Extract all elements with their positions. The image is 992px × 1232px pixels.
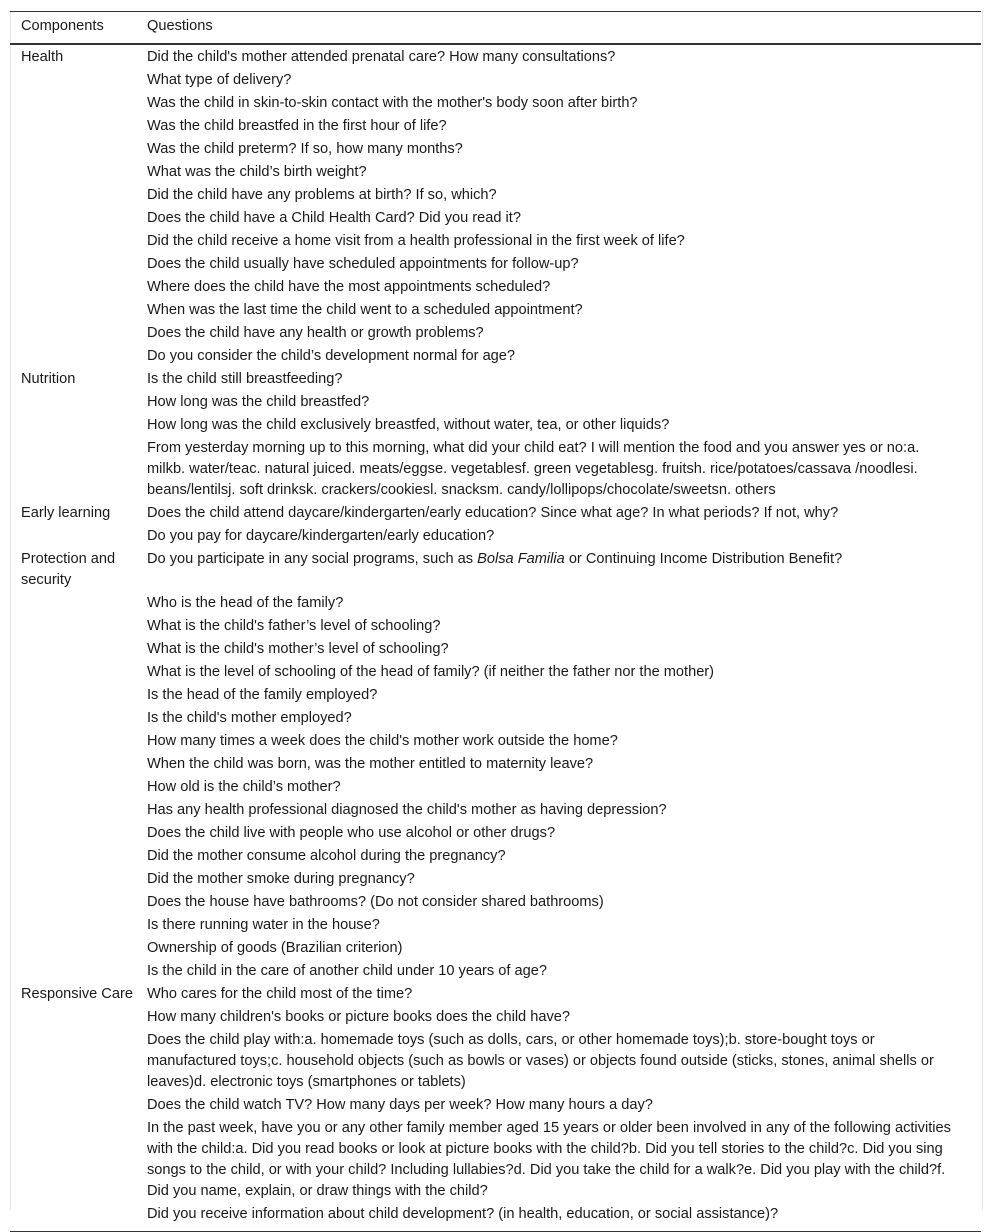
- component-cell: [10, 115, 147, 138]
- question-cell: Was the child breastfed in the first hour of life?: [147, 118, 447, 134]
- question-cell: Did the child's mother attended prenatal care? How many consultations?: [147, 49, 616, 65]
- table-row: [10, 437, 981, 502]
- component-cell: [10, 1029, 147, 1094]
- table-row: [10, 44, 981, 69]
- table-row: [10, 322, 981, 345]
- question-cell: When was the last time the child went to a scheduled appointment?: [147, 302, 583, 318]
- component-cell: [10, 138, 147, 161]
- component-cell: [10, 322, 147, 345]
- component-cell: [10, 707, 147, 730]
- question-text-tail: or Continuing Income Distribution Benefit?: [568, 551, 843, 567]
- component-cell: [10, 525, 147, 548]
- question-cell: Do you pay for daycare/kindergarten/early education?: [147, 528, 495, 544]
- table-row: [10, 707, 981, 730]
- question-emphasis: Bolsa Familia: [477, 551, 565, 567]
- component-cell: [10, 207, 147, 230]
- question-cell: Was the child preterm? If so, how many months?: [147, 141, 463, 157]
- question-cell: Is the head of the family employed?: [147, 687, 378, 703]
- question-cell: Who cares for the child most of the time?: [147, 986, 413, 1002]
- component-cell: [10, 1006, 147, 1029]
- component-cell: [10, 661, 147, 684]
- component-cell: [10, 1203, 147, 1232]
- component-cell: [10, 615, 147, 638]
- component-cell: [10, 1117, 147, 1203]
- table-row: [10, 1117, 981, 1203]
- table-row: [10, 414, 981, 437]
- table-row: [10, 299, 981, 322]
- question-cell: Has any health professional diagnosed the child's mother as having depression?: [147, 802, 667, 818]
- component-cell: [10, 1094, 147, 1117]
- question-cell: Does the child live with people who use alcohol or other drugs?: [147, 825, 556, 841]
- table-row: [10, 776, 981, 799]
- question-cell: Is the child still breastfeeding?: [147, 371, 343, 387]
- header-questions: Questions: [147, 12, 981, 45]
- component-cell: [10, 799, 147, 822]
- question-cell: Did the child receive a home visit from a health professional in the first week of life?: [147, 233, 685, 249]
- question-cell: Did you receive information about child development? (in health, education, or social assistance)?: [147, 1203, 981, 1232]
- component-cell: [10, 776, 147, 799]
- table-row: [10, 638, 981, 661]
- question-cell: Was the child in skin-to-skin contact with the mother's body soon after birth?: [147, 95, 638, 111]
- table-row: [10, 592, 981, 615]
- question-cell: How many times a week does the child's mother work outside the home?: [147, 733, 618, 749]
- table-row: [10, 115, 981, 138]
- component-cell: [10, 914, 147, 937]
- component-cell: [10, 391, 147, 414]
- table-row: [10, 937, 981, 960]
- component-cell: [10, 868, 147, 891]
- question-cell: What was the child’s birth weight?: [147, 164, 367, 180]
- table-row: [10, 502, 981, 525]
- table-row: [10, 525, 981, 548]
- question-cell: What is the level of schooling of the head of family? (if neither the father nor the mother): [147, 664, 715, 680]
- component-cell: [10, 184, 147, 207]
- component-cell: [10, 414, 147, 437]
- component-cell: [10, 437, 147, 502]
- table-row: [10, 1029, 981, 1094]
- question-cell: Ownership of goods (Brazilian criterion): [147, 940, 403, 956]
- question-cell: Did the child have any problems at birth? If so, which?: [147, 187, 497, 203]
- table-row: [10, 548, 981, 592]
- table-header-row: [10, 12, 981, 45]
- table-row: [10, 983, 981, 1006]
- table-row: [10, 69, 981, 92]
- question-cell: What type of delivery?: [147, 72, 292, 88]
- questions-table: [10, 11, 981, 1232]
- component-cell: [10, 891, 147, 914]
- table-row: [10, 230, 981, 253]
- question-text: Do you participate in any social programs, such as: [147, 551, 474, 567]
- table-row: [10, 684, 981, 707]
- table-row: [10, 730, 981, 753]
- component-cell: Early learning: [21, 505, 111, 521]
- table-row: [10, 253, 981, 276]
- table-row: [10, 845, 981, 868]
- table-row: [10, 914, 981, 937]
- component-cell: Nutrition: [21, 371, 76, 387]
- table-row: [10, 1203, 981, 1232]
- table-row: [10, 207, 981, 230]
- table-row: [10, 92, 981, 115]
- table-row: [10, 276, 981, 299]
- question-cell: Is the child's mother employed?: [147, 710, 352, 726]
- question-cell: Does the child play with:a. homemade toys (such as dolls, cars, or other homemade toys);b. store-bought toys or manufactured toys;c. household objects (such as bowls or vases) or objects found outside (sticks, stones, animal shells or leaves)d. electronic toys (smartphones or tablets): [147, 1032, 934, 1090]
- question-cell: [147, 548, 981, 592]
- question-cell: From yesterday morning up to this morning, what did your child eat? I will mention the food and you answer yes or no:a. milkb. water/teac. natural juiced. meats/eggse. vegetablesf. green vegetablesg. fruitsh. rice/potatoes/cassava /noodlesi. beans/lentilsj. soft drinksk. crackers/cookiesl. snacksm. candy/lollipops/chocolate/sweetsn. others: [147, 440, 920, 498]
- table-row: [10, 138, 981, 161]
- component-cell: [10, 937, 147, 960]
- component-cell: Health: [21, 49, 64, 65]
- table-row: [10, 184, 981, 207]
- question-cell: Do you consider the child’s development normal for age?: [147, 348, 516, 364]
- question-cell: Does the child usually have scheduled appointments for follow-up?: [147, 256, 579, 272]
- question-cell: Who is the head of the family?: [147, 595, 344, 611]
- table-row: [10, 891, 981, 914]
- table-row: [10, 345, 981, 368]
- component-cell: [10, 960, 147, 983]
- header-components: Components: [10, 12, 147, 45]
- question-cell: Does the house have bathrooms? (Do not consider shared bathrooms): [147, 894, 604, 910]
- table-row: [10, 799, 981, 822]
- component-cell: [10, 230, 147, 253]
- table-row: [10, 615, 981, 638]
- question-cell: How long was the child exclusively breastfed, without water, tea, or other liquids?: [147, 417, 670, 433]
- table-row: [10, 1006, 981, 1029]
- question-cell: What is the child's father’s level of schooling?: [147, 618, 441, 634]
- question-cell: Does the child have a Child Health Card? Did you read it?: [147, 210, 521, 226]
- component-cell: [10, 638, 147, 661]
- question-cell: Did the mother consume alcohol during the pregnancy?: [147, 848, 506, 864]
- question-cell: Is there running water in the house?: [147, 917, 380, 933]
- table-row: [10, 1094, 981, 1117]
- component-cell: [10, 253, 147, 276]
- question-cell: Where does the child have the most appointments scheduled?: [147, 279, 551, 295]
- component-cell: Protection and security: [21, 551, 116, 588]
- table-row: [10, 753, 981, 776]
- component-cell: [10, 69, 147, 92]
- question-cell: Did the mother smoke during pregnancy?: [147, 871, 415, 887]
- question-cell: When the child was born, was the mother entitled to maternity leave?: [147, 756, 594, 772]
- component-cell: [10, 92, 147, 115]
- component-cell: [10, 161, 147, 184]
- component-cell: [10, 822, 147, 845]
- table-row: [10, 161, 981, 184]
- component-cell: [10, 753, 147, 776]
- question-cell: How many children's books or picture books does the child have?: [147, 1009, 570, 1025]
- component-cell: [10, 276, 147, 299]
- question-cell: What is the child's mother’s level of schooling?: [147, 641, 449, 657]
- question-cell: Is the child in the care of another child under 10 years of age?: [147, 963, 547, 979]
- component-cell: [10, 299, 147, 322]
- component-cell: [10, 845, 147, 868]
- component-cell: [10, 684, 147, 707]
- table-row: [10, 960, 981, 983]
- component-cell: [10, 345, 147, 368]
- table-row: [10, 368, 981, 391]
- table-row: [10, 868, 981, 891]
- question-cell: Does the child have any health or growth problems?: [147, 325, 484, 341]
- question-cell: How old is the child’s mother?: [147, 779, 341, 795]
- table-row: [10, 661, 981, 684]
- question-cell: Does the child watch TV? How many days per week? How many hours a day?: [147, 1097, 653, 1113]
- question-cell: Does the child attend daycare/kindergarten/early education? Since what age? In what periods? If not, why?: [147, 505, 839, 521]
- component-cell: [10, 592, 147, 615]
- question-cell: In the past week, have you or any other family member aged 15 years or older been involved in any of the following activities with the child:a. Did you read books or look at picture books with the child?b. Did you tell stories to the child?c. Did you sing songs to the child, or with your child? Including lullabies?d. Did you take the child for a walk?e. Did you play with the child?f. Did you name, explain, or draw things with the child?: [147, 1120, 951, 1199]
- component-cell: Responsive Care: [21, 986, 133, 1002]
- component-cell: [10, 730, 147, 753]
- question-cell: How long was the child breastfed?: [147, 394, 370, 410]
- table-row: [10, 822, 981, 845]
- table-body: [10, 44, 981, 1232]
- table-row: [10, 391, 981, 414]
